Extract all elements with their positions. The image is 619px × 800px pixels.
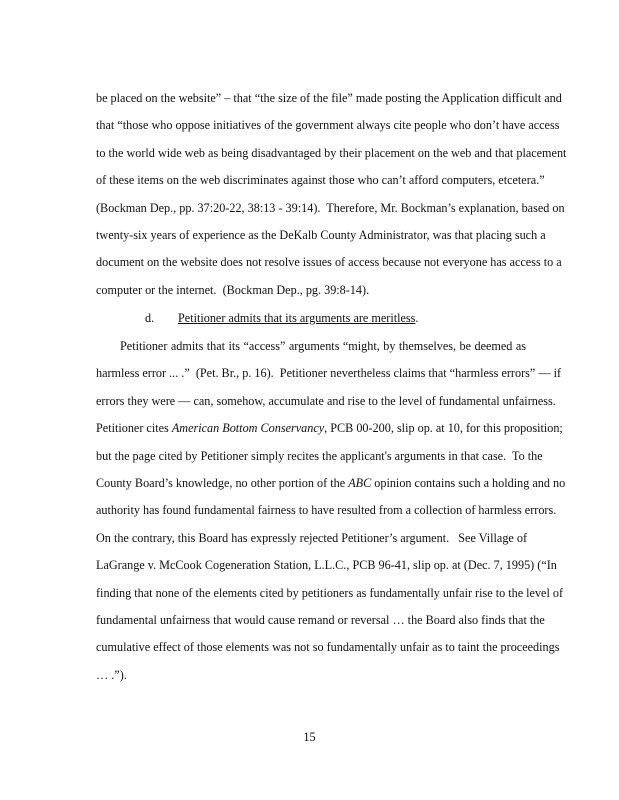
text-line xyxy=(96,667,526,683)
text-segment: but the page cited by Petitioner simply recites the applicant's arguments in that case. To the xyxy=(96,448,543,463)
text-segment: opinion contains such a holding and no xyxy=(371,476,566,490)
text-line xyxy=(96,227,546,243)
section-heading xyxy=(178,310,418,326)
text-segment: … .”). xyxy=(96,667,127,682)
text-line xyxy=(96,557,557,573)
text-line xyxy=(96,475,566,491)
section-heading-period: . xyxy=(415,311,419,325)
text-segment: be placed on the website” – that “the size of the file” made posting the Application difficult and xyxy=(96,91,562,105)
text-line xyxy=(96,639,560,655)
text-line xyxy=(96,365,562,381)
text-segment: fundamental unfairness that would cause remand or reversal … the Board also finds that the xyxy=(96,613,545,627)
text-line xyxy=(96,200,565,216)
text-segment: (Bockman Dep., pp. 37:20-22, 38:13 - 39:14). Therefore, Mr. Bockman’s explanation, based on xyxy=(96,200,565,215)
text-segment: computer or the internet. (Bockman Dep., pg. 39:8-14). xyxy=(96,282,370,297)
text-segment: County Board’s knowledge, no other portion of the xyxy=(96,476,349,490)
text-segment: , PCB 00-200, slip op. at 10, for this proposition; xyxy=(324,421,563,436)
text-line xyxy=(96,420,563,436)
text-segment: Petitioner cites xyxy=(96,421,172,436)
text-segment: Petitioner admits that its “access” arguments “might, by themselves, be deemed as xyxy=(120,339,526,353)
text-segment: LaGrange v. McCook Cogeneration Station, L.L.C., PCB 96-41, slip op. at (Dec. 7, 1995) (“In xyxy=(96,558,557,573)
text-segment: document on the website does not resolve issues of access because not everyone has access to a xyxy=(96,255,562,270)
text-line xyxy=(96,393,556,409)
section-heading-text: Petitioner admits that its arguments are meritless xyxy=(178,311,416,325)
text-segment: errors they were — can, somehow, accumulate and rise to the level of fundamental unfairness. xyxy=(96,393,556,408)
text-line xyxy=(96,254,562,270)
text-line xyxy=(96,502,557,518)
text-line xyxy=(96,90,562,106)
text-line xyxy=(96,172,545,188)
text-line xyxy=(96,145,567,161)
text-line xyxy=(96,282,526,298)
text-segment: of these items on the web discriminates against those who can’t afford computers, etcetera.” xyxy=(96,173,545,188)
text-segment: cumulative effect of those elements was not so fundamentally unfair as to taint the proceedings xyxy=(96,640,560,655)
text-segment: that “those who oppose initiatives of the government always cite people who don’t have access xyxy=(96,118,560,133)
text-segment: twenty-six years of experience as the DeKalb County Administrator, was that placing such a xyxy=(96,228,546,242)
text-segment: authority has found fundamental fairness to have resulted from a collection of harmless errors. xyxy=(96,503,557,518)
text-line xyxy=(96,448,543,464)
section-number: d. xyxy=(145,311,155,325)
text-segment: On the contrary, this Board has expressly rejected Petitioner’s argument. See Village of xyxy=(96,530,528,545)
case-citation-italic: ABC xyxy=(348,476,372,490)
text-line xyxy=(96,530,526,546)
case-citation-italic: American Bottom Conservancy xyxy=(171,421,325,436)
text-segment: to the world wide web as being disadvantaged by their placement on the web and that placement xyxy=(96,145,567,160)
page-number: 15 xyxy=(303,730,316,744)
text-line xyxy=(120,338,526,354)
text-segment: finding that none of the elements cited by petitioners as fundamentally unfair rise to the level of xyxy=(96,585,564,600)
text-line xyxy=(96,612,545,628)
text-line xyxy=(96,585,564,601)
text-segment: harmless error ... .” (Pet. Br., p. 16). Petitioner nevertheless claims that “harmless errors” — if xyxy=(96,366,562,381)
text-line xyxy=(96,117,560,133)
